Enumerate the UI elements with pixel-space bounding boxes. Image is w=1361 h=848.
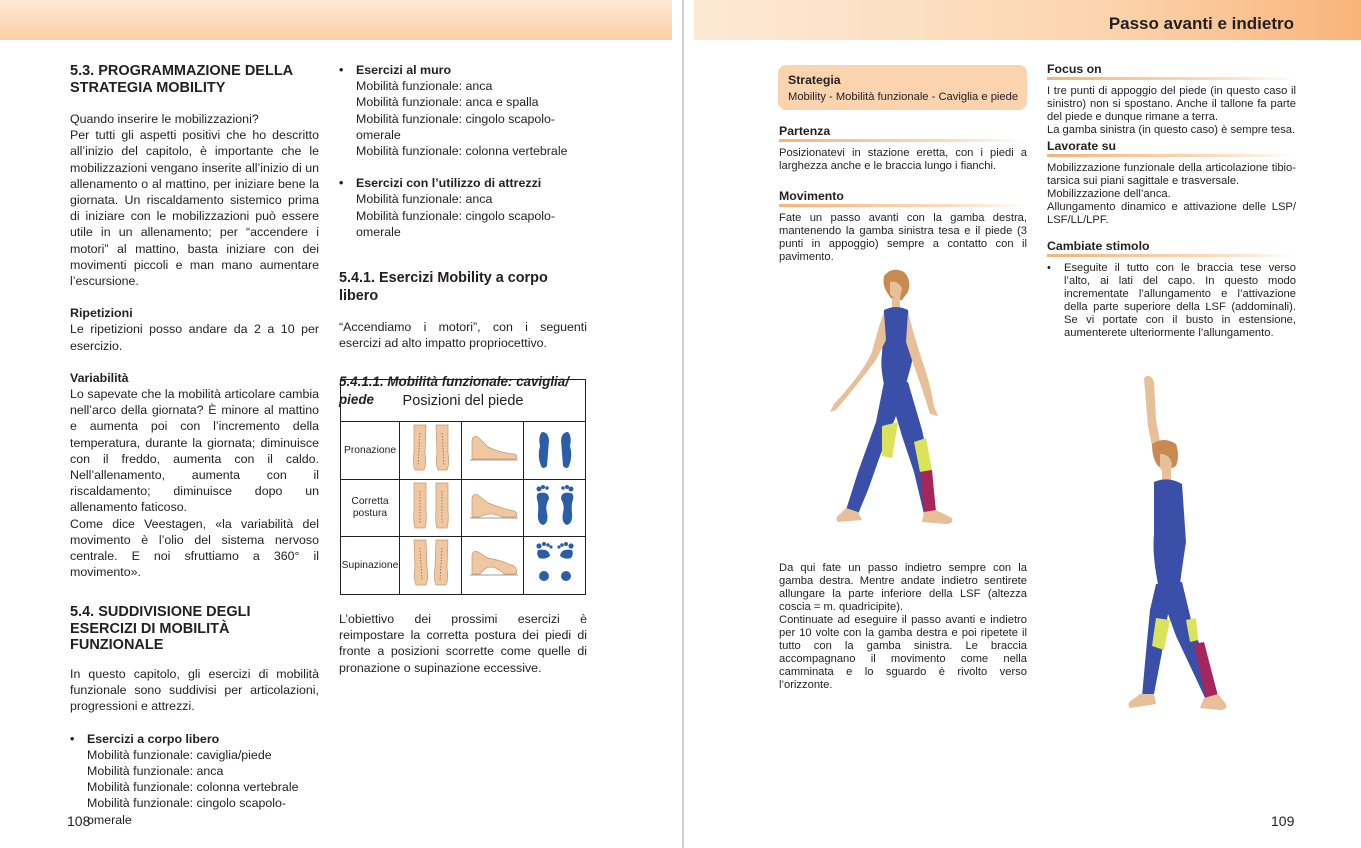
focus-on-text-2: La gamba sinistra (in questo caso) è sempre tesa. <box>1047 124 1296 136</box>
section-5-4-1-text: “Accendiamo i motori”, con i seguenti esercizi ad alto impatto propriocettivo. <box>339 320 587 351</box>
table-row <box>341 422 586 480</box>
list-attrezzi <box>339 175 587 240</box>
list-item: Mobilità funzionale: cingolo scapolo-omerale <box>356 111 556 142</box>
heels-rear-view-image <box>400 480 462 537</box>
page-number-right: 109 <box>1271 813 1295 829</box>
list-item: Mobilità funzionale: caviglia/piede <box>87 747 272 762</box>
heels-rear-view-image <box>400 422 462 480</box>
ripetizioni-passo-text: Continuate ad eseguire il passo avanti e indietro per 10 volte con la gamba destra e poi ripetete il tutto con la gamba sinistra. Le braccia accompagnano il movimento come nella camminata e lo sguardo è rivolto verso l’orizzonte. <box>779 614 1027 691</box>
closing-paragraph: L’obiettivo dei prossimi esercizi è reimpostare la corretta postura dei piedi di fronte a posizioni scorrette come quelle di pronazione o supinazione eccessive. <box>339 612 587 675</box>
intro-paragraph: Per tutti gli aspetti positivi che ho descritto all’inizio del capitolo, è importante che le mobilizzazioni vengano inserite all’inizio di un allenamento o al mattino, per iniziare bene la giornata. Un riscaldamento sistemico prima di iniziare con le mobilizzazioni può essere utile in un allenamento; per “accendere i motori” al mattino, basta iniziare con dei movimenti piccoli e man mano aumentare l’escursione. <box>70 128 319 289</box>
foot-side-view-image <box>462 480 524 537</box>
list-item: Mobilità funzionale: cingolo scapolo-omerale <box>87 796 287 827</box>
list-title: • Esercizi con l’utilizzo di attrezzi <box>356 176 542 191</box>
running-title: Passo avanti e indietro <box>1108 14 1294 33</box>
list-item: Mobilità funzionale: anca e spalla <box>356 95 539 110</box>
closing-paragraph-block <box>339 611 587 676</box>
left-column-2 <box>339 62 587 409</box>
step-forward-photo <box>818 266 968 530</box>
lavorate-su-text-2: Mobilizzazione dell’anca. <box>1047 188 1171 200</box>
partenza-text: Posizionatevi in stazione eretta, con i piedi a larghezza anche e le braccia lungo i fianchi. <box>779 147 1027 172</box>
heading-underline <box>779 204 1027 207</box>
strategy-box <box>778 65 1027 110</box>
heels-rear-view-image <box>400 537 462 595</box>
intro-question: Quando inserire le mobilizzazioni? <box>70 112 259 126</box>
heading-underline <box>1047 77 1296 80</box>
table-row <box>341 537 586 595</box>
variabilita-title: Variabilità <box>70 370 129 385</box>
movimento-title: Movimento <box>779 189 844 203</box>
partenza-title: Partenza <box>779 124 831 138</box>
list-item: Mobilità funzionale: colonna vertebrale <box>356 144 568 159</box>
lavorate-su-title: Lavorate su <box>1047 139 1117 153</box>
foot-side-view-image <box>462 422 524 480</box>
section-5-4-title: 5.4. SUDDIVISIONE DEGLI ESERCIZI DI MOBILITÀ FUNZIONALE <box>70 604 251 654</box>
list-item: Mobilità funzionale: colonna vertebrale <box>87 780 299 795</box>
heading-underline <box>1047 254 1296 257</box>
lavorate-su-text: Mobilizzazione funzionale della articolazione tibio-tarsica sui piani sagittale e trasversale. <box>1047 162 1296 187</box>
row-label: Corretta postura <box>341 480 400 537</box>
right-column-1-after <box>779 562 1027 692</box>
heading-underline <box>1047 154 1296 157</box>
strategy-subtitle: Mobility - Mobilità funzionale - Caviglia e piede <box>788 91 1019 103</box>
list-title: • Esercizi a corpo libero <box>87 731 220 746</box>
table-row <box>341 480 586 537</box>
section-5-3-title: 5.3. PROGRAMMAZIONE DELLA STRATEGIA MOBILITY <box>70 63 293 96</box>
variabilita-quote: Come dice Veestagen, «la variabilità del movimento è l’olio del sistema nervoso centrale. E noi sfruttiamo a 360° il movimento». <box>70 516 319 580</box>
list-corpo-libero <box>70 731 319 828</box>
section-5-4-1-title: 5.4.1. Esercizi Mobility a corpo libero <box>339 270 548 305</box>
list-title: • Esercizi al muro <box>356 63 452 77</box>
footprint-icon <box>524 422 586 480</box>
gutter-divider <box>682 0 684 848</box>
focus-on-title: Focus on <box>1047 62 1102 76</box>
section-5-4-1-1-title: 5.4.1.1. Mobilità funzionale: caviglia/ piede <box>339 374 569 408</box>
page-number-left: 108 <box>67 813 91 829</box>
list-item: Mobilità funzionale: cingolo scapolo-omerale <box>356 208 556 239</box>
left-column-1 <box>70 63 319 828</box>
right-column-1 <box>779 124 1027 264</box>
passo-indietro-text: Da qui fate un passo indietro sempre con la gamba destra. Mentre andate indietro sentirete allungare la parte inferiore della LSF (altezza coscia = m. quadricipite). <box>779 562 1027 613</box>
list-item: Mobilità funzionale: anca <box>87 764 224 778</box>
cambiate-stimolo-item: • Eseguite il tutto con le braccia tese verso l’alto, ai lati del capo. In questo modo incrementate l’allungamento e l’attivazione della parte superiore della LSF (addominali). Se vi portate con il busto in estensione, aumenterete ulteriormente l’allungamento. <box>1047 262 1296 340</box>
list-item: Mobilità funzionale: anca <box>356 192 493 207</box>
footprint-icon <box>524 480 586 537</box>
table-title: Posizioni del piede <box>341 380 586 422</box>
cambiate-stimolo-title: Cambiate stimolo <box>1047 239 1150 253</box>
header-band-left <box>0 0 672 40</box>
lavorate-su-text-3: Allungamento dinamico e attivazione delle LSP/ LSF/LL/LPF. <box>1047 201 1296 226</box>
right-column-2 <box>1047 62 1296 340</box>
foot-positions-table <box>340 379 586 595</box>
foot-side-view-image <box>462 537 524 595</box>
list-muro <box>339 62 587 159</box>
list-item: Mobilità funzionale: anca <box>356 79 493 94</box>
section-5-4-text: In questo capitolo, gli esercizi di mobilità funzionale sono suddivisi per articolazioni, progressioni e attrezzi. <box>70 666 319 714</box>
variabilita-text: Lo sapevate che la mobilità articolare cambia nell’arco della giornata? È minore al mattino e aumenta poi con l’incremento della temperatura, durante la giornata; diminuisce con il freddo, aumenta con il caldo. Nell’allenamento, aumenta con il riscaldamento; diminuisce dopo un allenamento faticoso. <box>70 387 319 515</box>
movimento-text: Fate un passo avanti con la gamba destra, mantenendo la gamba sinistra tesa e il piede (3 punti in appoggio) sempre a contatto con il pavimento. <box>779 212 1027 263</box>
row-label: Supinazione <box>341 537 400 595</box>
strategy-title: Strategia <box>788 73 841 87</box>
arms-up-photo <box>1100 374 1240 720</box>
ripetizioni-text: Le ripetizioni posso andare da 2 a 10 per esercizio. <box>70 322 319 353</box>
ripetizioni-title: Ripetizioni <box>70 306 133 321</box>
footprint-icon <box>524 537 586 595</box>
heading-underline <box>779 139 1027 142</box>
row-label: Pronazione <box>341 422 400 480</box>
focus-on-text: I tre punti di appoggio del piede (in questo caso il sinistro) non si spostano. Anche il tallone fa parte del piede e dunque rimane a terra. <box>1047 85 1296 123</box>
